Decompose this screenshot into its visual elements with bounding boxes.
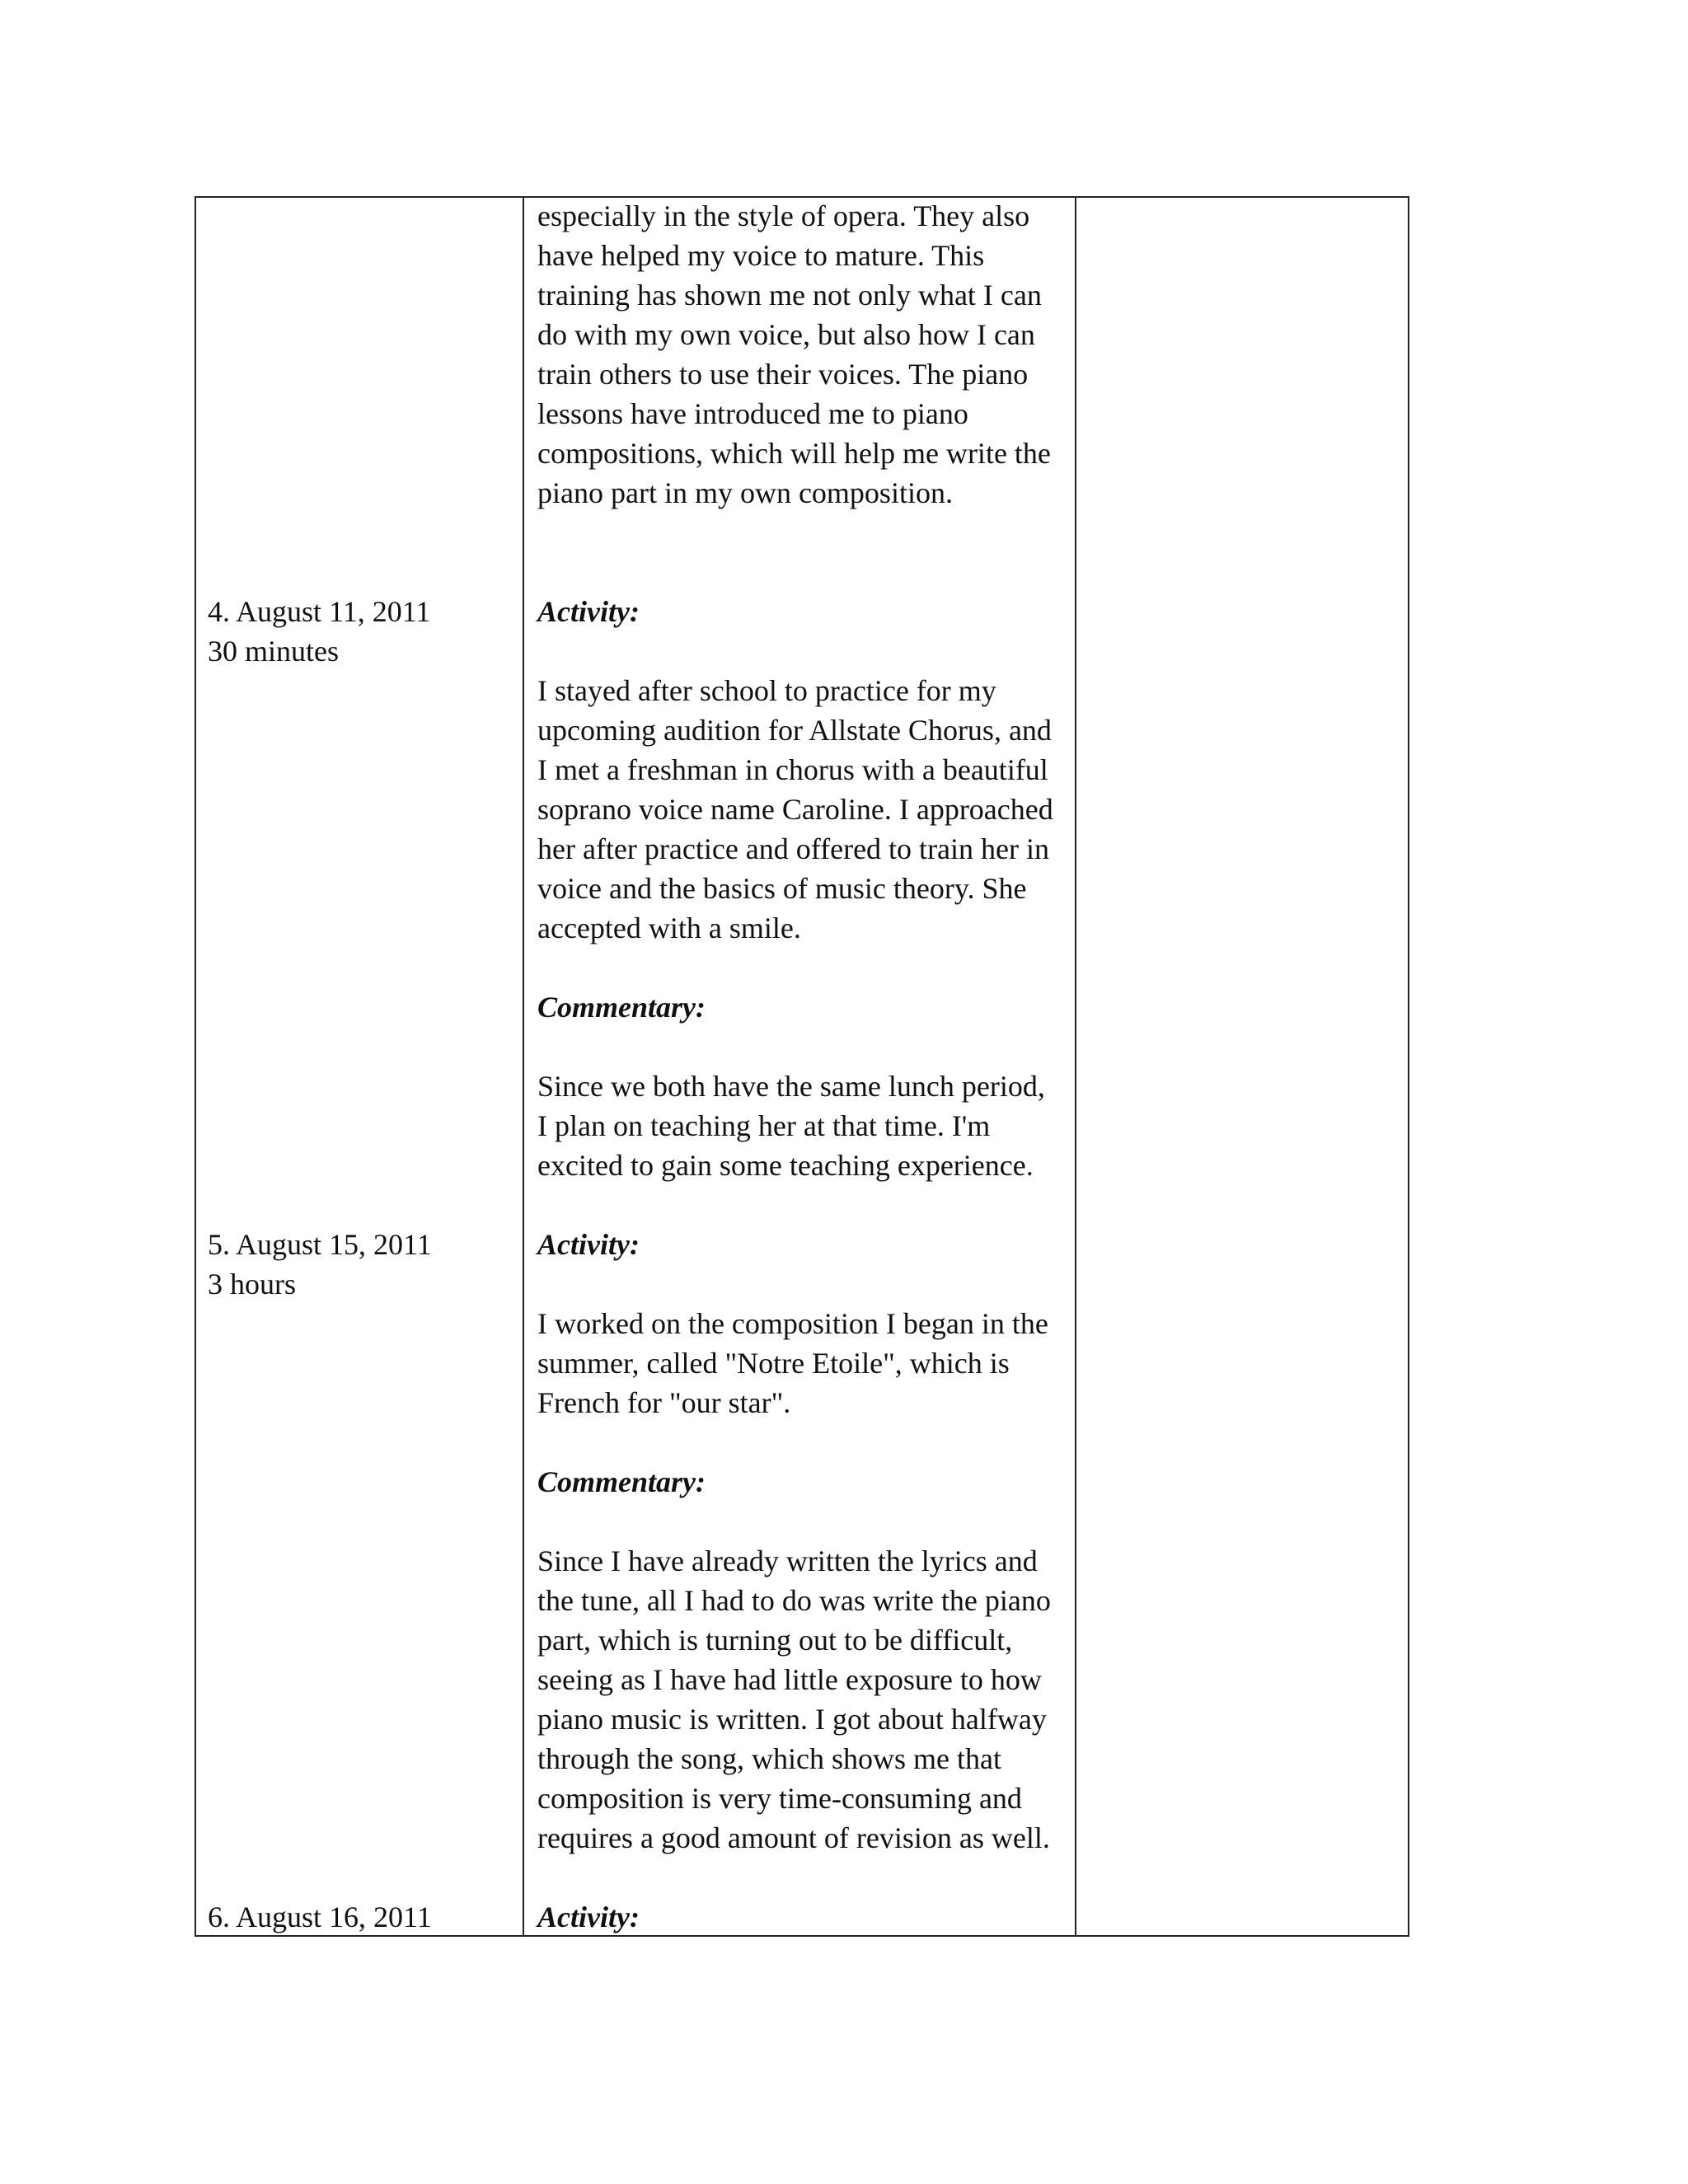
paragraph-line: do with my own voice, but also how I can: [537, 318, 1035, 351]
entry-5-activity-heading: Activity:: [537, 1228, 640, 1261]
paragraph-line: have helped my voice to mature. This: [537, 239, 985, 272]
paragraph-line: voice and the basics of music theory. She: [537, 872, 1027, 905]
paragraph-line: requires a good amount of revision as well.: [537, 1821, 1050, 1854]
paragraph-line: piano music is written. I got about halfway: [537, 1703, 1047, 1736]
column-divider-activity-notes: [1075, 198, 1076, 1935]
paragraph-line: French for "our star".: [537, 1386, 791, 1419]
paragraph-line: summer, called "Notre Etoile", which is: [537, 1347, 1010, 1380]
paragraph-line: Since we both have the same lunch period,: [537, 1070, 1045, 1103]
paragraph-line: I worked on the composition I began in the: [537, 1307, 1048, 1340]
entry-5-duration: 3 hours: [208, 1268, 296, 1301]
paragraph-line: soprano voice name Caroline. I approached: [537, 793, 1053, 826]
paragraph-line: excited to gain some teaching experience.: [537, 1149, 1034, 1182]
paragraph-line: compositions, which will help me write the: [537, 437, 1051, 470]
paragraph-line: composition is very time-consuming and: [537, 1782, 1022, 1815]
entry-4-commentary-heading: Commentary:: [537, 991, 706, 1024]
paragraph-line: part, which is turning out to be difficult,: [537, 1624, 1013, 1657]
paragraph-line: piano part in my own composition.: [537, 476, 953, 509]
paragraph-line: the tune, all I had to do was write the piano: [537, 1584, 1051, 1617]
paragraph-line: Since I have already written the lyrics and: [537, 1544, 1038, 1577]
paragraph-line: train others to use their voices. The piano: [537, 358, 1029, 391]
paragraph-line: through the song, which shows me that: [537, 1742, 1001, 1775]
entry-6-activity-heading: Activity:: [537, 1900, 640, 1933]
paragraph-line: I stayed after school to practice for my: [537, 674, 996, 707]
entry-4-commentary-text: [537, 1066, 1045, 1185]
entry-5-date: 5. August 15, 2011: [208, 1228, 432, 1261]
paragraph-line: training has shown me not only what I can: [537, 279, 1042, 312]
paragraph-line: upcoming audition for Allstate Chorus, and: [537, 714, 1052, 747]
paragraph-line: her after practice and offered to train her in: [537, 832, 1049, 865]
paragraph-line: lessons have introduced me to piano: [537, 397, 968, 430]
paragraph-line: seeing as I have had little exposure to how: [537, 1663, 1042, 1696]
paragraph-line: I plan on teaching her at that time. I'm: [537, 1109, 991, 1142]
entry-4-activity-heading: Activity:: [537, 595, 640, 628]
entry-5-commentary-heading: Commentary:: [537, 1465, 706, 1498]
column-divider-date-activity: [523, 198, 524, 1935]
entry-4-duration: 30 minutes: [208, 635, 339, 668]
paragraph-line: accepted with a smile.: [537, 912, 801, 944]
entry-6-date: 6. August 16, 2011: [208, 1900, 432, 1933]
entry-4-date: 4. August 11, 2011: [208, 595, 431, 628]
paragraph-line: especially in the style of opera. They also: [537, 199, 1030, 232]
continued-paragraph: [537, 196, 1051, 513]
entry-4-activity-text: [537, 671, 1053, 948]
entry-5-commentary-text: [537, 1541, 1051, 1858]
paragraph-line: I met a freshman in chorus with a beautiful: [537, 753, 1048, 786]
entry-5-activity-text: [537, 1304, 1048, 1422]
